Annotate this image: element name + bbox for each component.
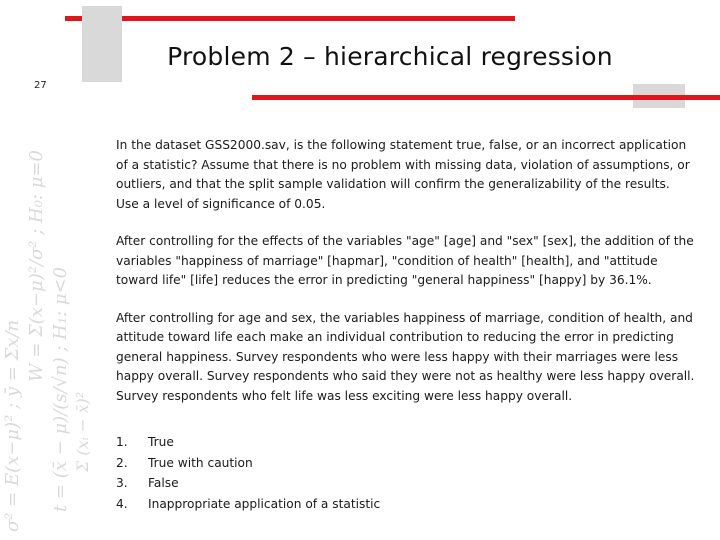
svg-text:W = Σ(x−μ)²/σ² ; H₀: μ=0: W = Σ(x−μ)²/σ² ; H₀: μ=0 [26, 150, 47, 382]
grey-decor-block-left [82, 6, 122, 82]
option-number: 3. [116, 476, 128, 490]
option-number: 4. [116, 496, 128, 511]
slide-number: 27 [34, 80, 47, 91]
slide-body [116, 136, 696, 514]
math-formula-watermark [2, 92, 92, 532]
statement-paragraph-1: After controlling for the effects of the variables "age" [age] and "sex" [sex], the addition of the variables "happiness of marriage" [hapmar], "condition of health" [health], and "attitude toward life" [life] reduces the error in predicting "general happiness" [happy] by 36.1%. [116, 234, 694, 287]
answer-option [116, 453, 696, 474]
svg-text:t = (x̄ − μ)/(s/√n) ; H₁: μ<0: t = (x̄ − μ)/(s/√n) ; H₁: μ<0 [50, 266, 71, 512]
option-number: 2. [116, 455, 128, 470]
statement-paragraph-2: After controlling for age and sex, the variables happiness of marriage, condition of health, and attitude toward life each make an individual contribution to reducing the error in predicting general happiness. Survey respondents who were less happy with their marriages were less happy overall. Survey respondents who said they were not as healthy were less happy overall. Survey respondents who felt life was less exciting were less happy overall. [116, 310, 695, 403]
option-label: Inappropriate application of a statistic [148, 496, 381, 511]
question-paragraph: In the dataset GSS2000.sav, is the following statement true, false, or an incorrect application of a statistic? Assume that there is no problem with missing data, violation of assumptions, or outliers, and that the split sample validation will confirm the generalizability of the results. Use a level of significance of 0.05. [116, 138, 690, 211]
answer-options-list [116, 432, 696, 514]
svg-text:σ² = E(x−μ)² ; ȳ = Σx/n: σ² = E(x−μ)² ; ȳ = Σx/n [2, 319, 23, 532]
red-rule-top [65, 16, 515, 21]
option-number: 1. [116, 435, 128, 449]
slide-title: Problem 2 – hierarchical regression [167, 42, 613, 71]
formula-watermark-graphic [2, 92, 92, 532]
answer-option [116, 494, 696, 515]
svg-text:Σ (xᵢ − x̄)²: Σ (xᵢ − x̄)² [73, 391, 92, 472]
red-rule-under-title [252, 95, 720, 100]
answer-option [116, 432, 696, 453]
option-label: True [148, 435, 174, 449]
option-label: False [148, 476, 179, 490]
answer-option [116, 473, 696, 494]
option-label: True with caution [148, 455, 253, 470]
